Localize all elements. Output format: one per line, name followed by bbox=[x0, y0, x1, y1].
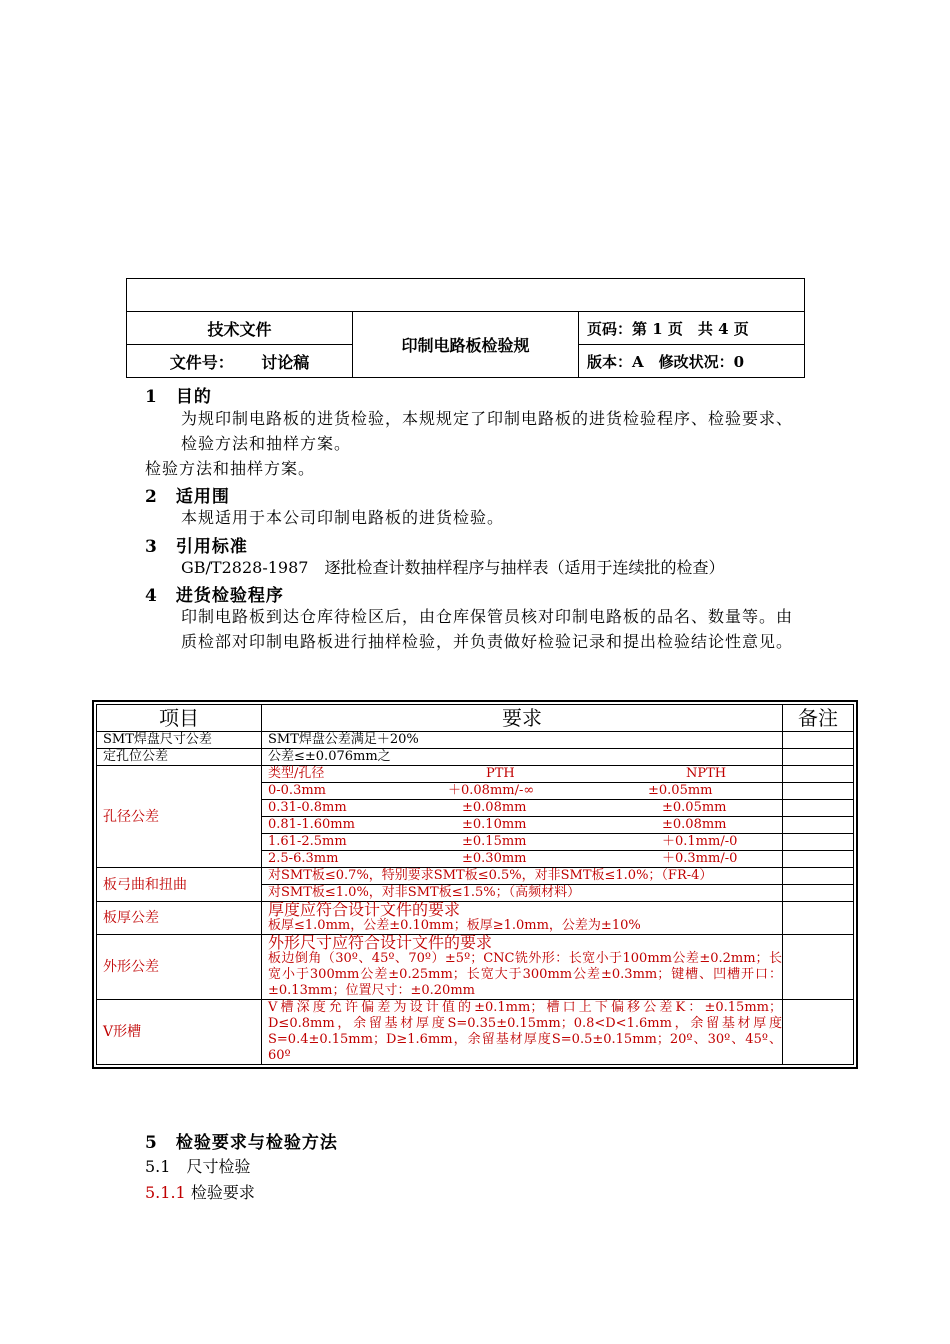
section-2-title: 2 适用围 bbox=[145, 487, 230, 507]
table-row bbox=[97, 749, 854, 766]
thickness-requirement bbox=[262, 902, 783, 935]
table-row bbox=[97, 732, 854, 749]
hole-size: 1.61-2.5mm bbox=[268, 834, 347, 849]
document-header-table bbox=[126, 278, 805, 378]
hole-pth: ±0.10mm bbox=[462, 817, 527, 832]
col-header-requirement: 要求 bbox=[262, 705, 783, 732]
smt-label: SMT焊盘尺寸公差 bbox=[97, 732, 262, 749]
remark-cell bbox=[783, 817, 854, 834]
remark-cell bbox=[783, 749, 854, 766]
section-1-body bbox=[145, 406, 805, 481]
hole-pth: ＋0.08mm/-∞ bbox=[448, 783, 535, 798]
remark-cell bbox=[783, 851, 854, 868]
warp-requirement-2: 对SMT板≤1.0%，对非SMT板≤1.5%；（高频材料） bbox=[262, 885, 783, 902]
remark-cell bbox=[783, 800, 854, 817]
section-1-title: 1 目的 bbox=[145, 387, 212, 407]
inspection-spec-table bbox=[92, 700, 858, 1069]
col-header-item: 项目 bbox=[97, 705, 262, 732]
warp-requirement-1: 对SMT板≤0.7%，特别要求SMT板≤0.5%，对非SMT板≤1.0%；（FR-4） bbox=[262, 868, 783, 885]
hole-size: 0.31-0.8mm bbox=[268, 800, 347, 815]
remark-cell bbox=[783, 766, 854, 783]
hole-head-pth: PTH bbox=[486, 766, 515, 781]
subsection-5-1: 5.1 尺寸检验 bbox=[145, 1157, 251, 1176]
table-row bbox=[97, 766, 854, 783]
hole-npth: ±0.05mm bbox=[648, 783, 713, 798]
position-requirement: 公差≤±0.076mm之 bbox=[262, 749, 783, 766]
vcut-requirement: V槽深度允许偏差为设计值的±0.1mm；槽口上下偏移公差K：±0.15mm；D≤0.8mm，余留基材厚度S=0.35±0.15mm；0.8<D<1.6mm，余留基材厚度S=0.4±0.15mm；D≥1.6mm，余留基材厚度S=0.5±0.15mm；20º、30º、45º、60º bbox=[262, 1000, 783, 1065]
remark-cell bbox=[783, 834, 854, 851]
warp-label: 板弓曲和扭曲 bbox=[97, 868, 262, 902]
doc-number-label: 文件号： bbox=[169, 352, 234, 372]
col-header-remark: 备注 bbox=[783, 705, 854, 732]
section-3-reference: GB/T2828-1987 逐批检查计数抽样程序与抽样表（适用于连续批的检查） bbox=[181, 558, 725, 577]
section-5-title: 5 检验要求与检验方法 bbox=[145, 1133, 338, 1153]
section-3-title: 3 引用标准 bbox=[145, 537, 248, 557]
hole-size: 2.5-6.3mm bbox=[268, 851, 339, 866]
section-4-paragraph: 印制电路板到达仓库待检区后，由仓库保管员核对印制电路板的品名、数量等。由质检部对印制电路板进行抽样检验，并负责做好检验记录和提出检验结论性意见。 bbox=[181, 607, 794, 651]
remark-cell bbox=[783, 868, 854, 885]
remark-cell bbox=[783, 935, 854, 1000]
table-header-row bbox=[97, 705, 854, 732]
table-row bbox=[97, 868, 854, 885]
doc-type-cell: 技术文件 bbox=[127, 312, 353, 345]
shape-requirement-2: 板边倒角（30º、45º、70º）±5º；CNC铣外形：长宽小于100mm公差±0.2mm；长宽小于300mm公差±0.25mm；长宽大于300mm公差±0.3mm；键槽、凹槽开口：±0.13mm；位置尺寸：±0.20mm bbox=[268, 951, 782, 998]
hole-pth: ±0.15mm bbox=[462, 834, 527, 849]
header-blank-row bbox=[127, 279, 805, 312]
hole-pth: ±0.08mm bbox=[462, 800, 527, 815]
section-2-body bbox=[145, 505, 805, 530]
shape-requirement-1: 外形尺寸应符合设计文件的要求 bbox=[268, 933, 493, 952]
section-3-body bbox=[145, 555, 805, 580]
hole-pth: ±0.30mm bbox=[462, 851, 527, 866]
hole-npth: ±0.05mm bbox=[662, 800, 727, 815]
section-1-paragraph: 为规印制电路板的进货检验，本规规定了印制电路板的进货检验程序、检验要求、检验方法和抽样方案。 bbox=[181, 409, 794, 453]
doc-number-value: 讨论稿 bbox=[261, 352, 310, 372]
table-row bbox=[97, 935, 854, 1000]
shape-requirement bbox=[262, 935, 783, 1000]
remark-cell bbox=[783, 783, 854, 800]
hole-npth: ＋0.3mm/-0 bbox=[662, 851, 738, 866]
subsection-5-1-1-text: 检验要求 bbox=[190, 1183, 255, 1202]
section-1-paragraph-repeat: 检验方法和抽样方案。 bbox=[145, 459, 316, 478]
position-label: 定孔位公差 bbox=[97, 749, 262, 766]
doc-number-cell bbox=[127, 345, 353, 378]
remark-cell bbox=[783, 732, 854, 749]
hole-npth: ＋0.1mm/-0 bbox=[662, 834, 738, 849]
remark-cell bbox=[783, 885, 854, 902]
table-row bbox=[97, 1000, 854, 1065]
hole-label: 孔径公差 bbox=[97, 766, 262, 868]
thickness-requirement-1: 厚度应符合设计文件的要求 bbox=[268, 900, 461, 919]
section-2-paragraph: 本规适用于本公司印制电路板的进货检验。 bbox=[181, 508, 505, 527]
remark-cell bbox=[783, 1000, 854, 1065]
shape-label: 外形公差 bbox=[97, 935, 262, 1000]
section-4-body bbox=[145, 604, 805, 654]
hole-head-type: 类型/孔径 bbox=[268, 766, 325, 781]
hole-size: 0.81-1.60mm bbox=[268, 817, 355, 832]
thickness-requirement-2: 板厚≤1.0mm，公差±0.10mm；板厚≥1.0mm，公差为±10% bbox=[268, 918, 641, 933]
doc-title: 印制电路板检验规 bbox=[353, 312, 579, 378]
version-info: 版本：A 修改状况：0 bbox=[579, 345, 805, 378]
hole-head bbox=[262, 766, 783, 783]
remark-cell bbox=[783, 902, 854, 935]
subsection-5-1-1 bbox=[145, 1180, 255, 1203]
vcut-label: V形槽 bbox=[97, 1000, 262, 1065]
subsection-5-1-1-number: 5.1.1 bbox=[145, 1183, 186, 1202]
smt-requirement: SMT焊盘公差满足＋20% bbox=[262, 732, 783, 749]
hole-size: 0-0.3mm bbox=[268, 783, 326, 798]
thickness-label: 板厚公差 bbox=[97, 902, 262, 935]
section-4-title: 4 进货检验程序 bbox=[145, 586, 284, 606]
table-row bbox=[97, 902, 854, 935]
page-info: 页码：第 1 页 共 4 页 bbox=[579, 312, 805, 345]
hole-npth: ±0.08mm bbox=[662, 817, 727, 832]
hole-head-npth: NPTH bbox=[686, 766, 727, 781]
